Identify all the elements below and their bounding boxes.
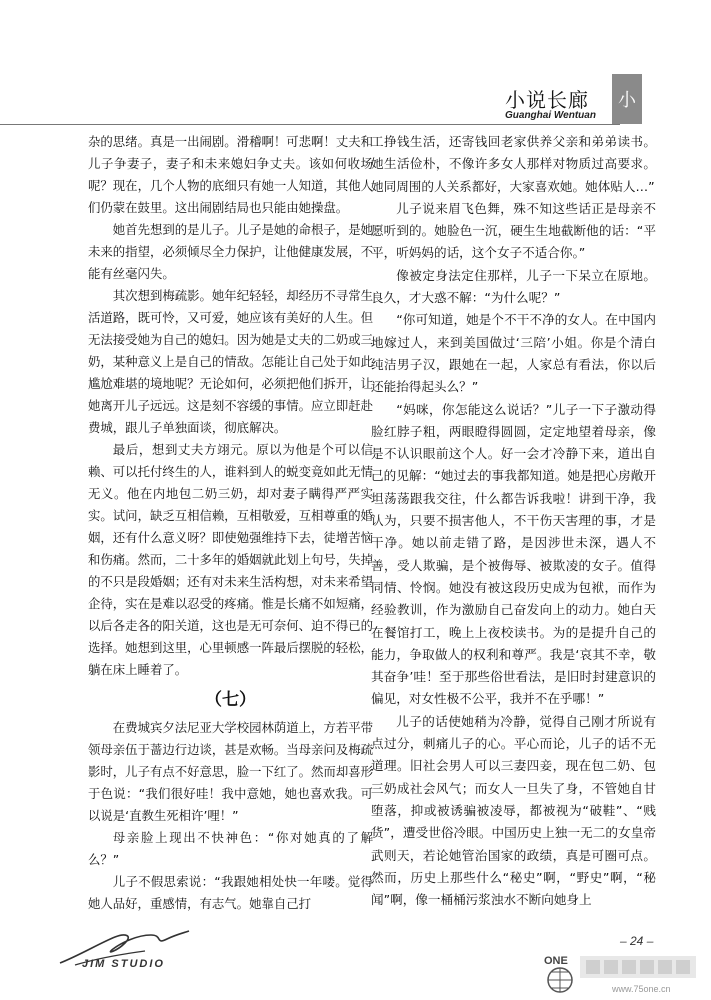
paragraph: 她首先想到的是儿子。儿子是她的命根子，是她未来的指望，必须倾尽全力保护，让他健康发展，不能有丝毫闪失。 [88,222,373,281]
paragraph: 母亲脸上现出不快神色：“你对她真的了解么？” [88,830,373,867]
paragraph: “妈咪，你怎能这么说话？”儿子一下子激动得脸红脖子粗，两眼瞪得圆圆，定定地望着母亲，像是不认识眼前这个人。好一会才冷静下来，道出自己的见解：“她过去的事我都知道。她是把心房敞开坦荡荡跟我交往，什么都告诉我啦！讲到干净，我认为，只要不损害他人，不干伤天害理的事，才是干净。她以前走错了路，是因涉世未深，遇人不善，受人欺骗，是个被侮辱、被欺凌的女子。值得同情、怜悯。她没有被这段历史成为包袱，而作为经验教训，作为激励自己奋发向上的动力。她白天在餐馆打工，晚上上夜校读书。为的是提升自己的能力，争取做人的权利和尊严。我是‘哀其不幸，敬其奋争’哇！至于那些俗世看法，是旧时封建意识的偏见，对女性极不公平，我并不在乎哪！” [371,401,656,707]
page-number: – 24 – [620,934,654,948]
paragraph: “你可知道，她是个不干不净的女人。在中国内地嫁过人，来到美国做过‘三陪’小姐。你是个清白纯洁男子汉，跟她在一起，人家总有看法，你以后还能抬得起头么？” [371,312,656,395]
paragraph: 工挣钱生活，还寄钱回老家供养父亲和弟弟读书。她生活俭朴，不像许多女人那样对物质过高要求。她同周围的人关系都好，大家喜欢她。她体贴人…” [371,134,656,194]
chapter-heading: （七） [205,690,256,710]
paragraph: 儿子不假思索说：“我跟她相处快一年喽。觉得她人品好，重感情，有志气。她靠自己打 [88,874,373,911]
paragraph: 其次想到梅疏影。她年纪轻轻，却经历不寻常生活道路，既可怜，又可爱，她应该有美好的人生。但无法接受她为自己的媳妇。因为她是丈夫的二奶或三奶，某种意义上是自己的情敌。怎能让自己处于如此尴尬难堪的境地呢？无论如何，必须把他们拆开，让她离开儿子远远。这是刻不容缓的事情。应立即赶赴费城，跟儿子单独面谈，彻底解决。 [88,288,373,435]
paragraph: 最后，想到丈夫方翊元。原以为他是个可以信赖、可以托付终生的人，谁料到人的蜕变竟如此无情无义。他在内地包二奶三奶，却对妻子瞒得严严实实。试问，缺乏互相信赖，互相敬爱，互相尊重的婚姻，还有什么意义呀？即使勉强维持下去，徒增苦恼和伤痛。然而，二十多年的婚姻就此划上句号，失掉的不只是段婚姻；还有对未来生活构想，对未来希望企待，实在是难以忍受的疼痛。惟是长痛不如短痛，以后各走各的阳关道，这也是无可奈何、迫不得已的选择。她想到这里，心里顿感一阵最后摆脱的轻松，躺在床上睡着了。 [88,442,373,677]
section-title: 小说长廊 [505,88,589,112]
studio-credit: JIM STUDIO [82,958,165,970]
logo-url: www.75one.cn [612,984,671,994]
paragraph: 杂的思绪。真是一出闹剧。滑稽啊！可悲啊！丈夫和儿子争妻子，妻子和未来媳妇争丈夫。该如何收场呢？现在，几个人物的底细只有她一人知道，其他人们仍蒙在鼓里。这出闹剧结局也只能由她操盘。 [88,134,373,215]
left-column [88,131,373,915]
header-tab-block [612,74,642,124]
paragraph: 儿子的话使她稍为冷静，觉得自己刚才所说有点过分，刺痛儿子的心。平心而论，儿子的话不无道理。旧社会男人可以三妻四妾，现在包二奶、包三奶成社会风气；而女人一旦失了身，不管她自甘堕落，抑或被诱骗被凌辱，都被视为“破鞋”、“贱货”，遭受世俗冷眼。中国历史上独一无二的女皇帝武则天，若论她管治国家的政绩，真是可圈可点。然而，历史上那些什么“秘史”啊，“野史”啊，“秘闻”啊，像一桶桶污浆浊水不断向她身上 [371,713,656,908]
paragraph: 儿子说来眉飞色舞，殊不知这些话正是母亲不愿听到的。她脸色一沉，硬生生地截断他的话：“平平，听妈妈的话，这个女子不适合你。” [371,200,656,261]
paragraph: 在费城宾夕法尼亚大学校园林荫道上，方若平带领母亲伍于蔷边行边谈，甚是欢畅。当母亲问及梅疏影时，儿子有点不好意思，脸一下红了。然而却喜形于色说：“我们很好哇！我中意她，她也喜欢我。可以说是‘直教生死相许’哩！” [88,720,373,823]
header-rule [0,124,620,125]
logo-text: ONE [544,955,568,967]
section-subtitle: Guanghai Wentuan [505,110,596,121]
paragraph: 像被定身法定住那样，儿子一下呆立在原地。良久，才大惑不解：“为什么呢？” [371,267,656,306]
header-tab-mark: 小 [618,90,636,111]
right-column [371,131,656,911]
